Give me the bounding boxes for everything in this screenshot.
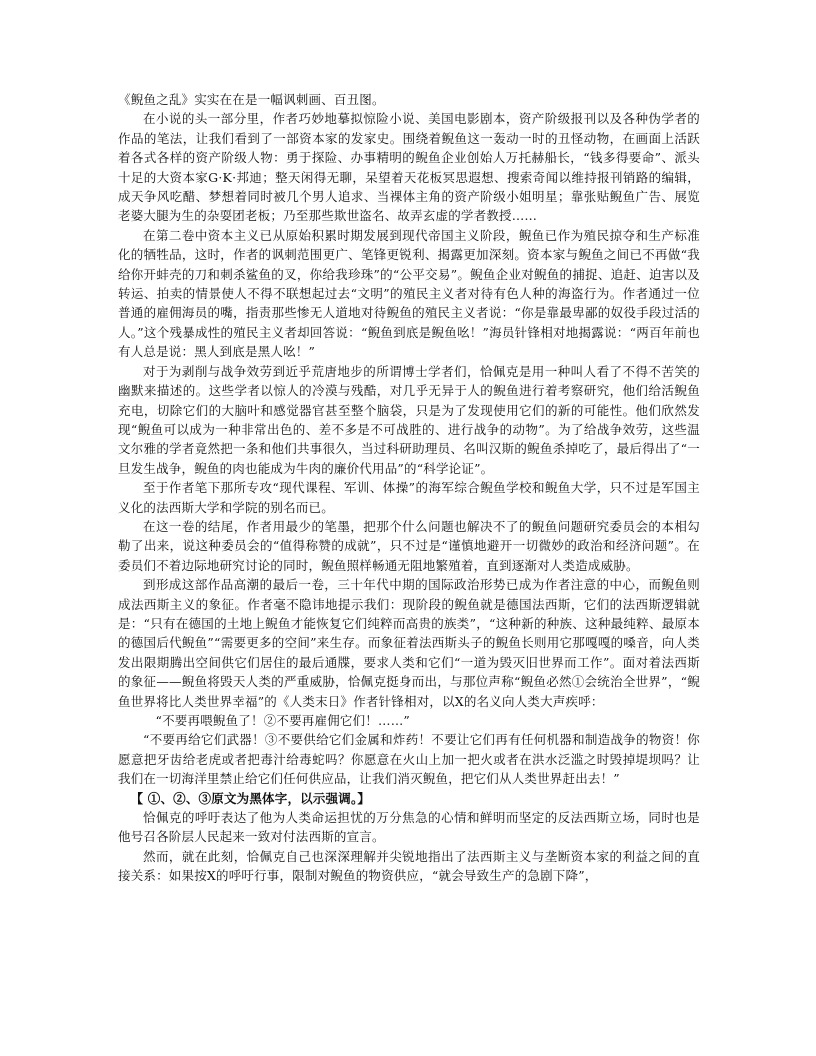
quote-paragraph: “不要再给它们武器！③不要供给它们金属和炸药！不要让它们再有任何机器和制造战争的物资！你愿意把牙齿给老虎或者把毒汁给毒蛇吗？你愿意在火山上加一把火或者在洪水泛滥之时毁掉堤坝吗？让我们在一切海洋里禁止给它们任何供应品，让我们消灭鲵鱼，把它们从人类世界赶出去！” — [118, 732, 700, 787]
paragraph-appeal: 恰佩克的呼吁表达了他为人类命运担忧的万分焦急的心情和鲜明而坚定的反法西斯立场，同时也是他号召各阶层人民起来一致对付法西斯的宣言。 — [118, 810, 700, 845]
paragraph-naval-school: 至于作者笔下那所专攻“现代课程、军训、体操”的海军综合鲵鱼学校和鲵鱼大学，只不过是军国主义化的法西斯大学和学院的别名而已。 — [118, 480, 700, 515]
paragraph-intro: 《鲵鱼之乱》实实在在是一幅讽刺画、百丑图。 — [118, 92, 385, 107]
paragraph-final-volume: 到形成这部作品高潮的最后一卷，三十年代中期的国际政治形势已成为作者注意的中心，而鲵鱼则成法西斯主义的象征。作者毫不隐讳地提示我们：现阶段的鲵鱼就是德国法西斯，它们的法西斯逻辑就是：“只有在德国的土地上鲵鱼才能恢复它们纯粹而高贵的族类”，“这种新的种族、这种最纯粹、最原本的德国后代鲵鱼”“需要更多的空间”来生存。而象征着法西斯头子的鲵鱼长则用它那嘎嘎的嗓音，向人类发出限期腾出空间供它们居住的最后通牒，要求人类和它们“一道为毁灭旧世界而工作”。面对着法西斯的象征——鲵鱼将毁天人类的严重威胁，恰佩克挺身而出，与那位声称“鲵鱼必然①会统治全世界”，“鲵鱼世界将比人类世界幸福”的《人类末日》作者针锋相对，以X的名义向人类大声疾呼： — [118, 577, 700, 709]
paragraph-scholars: 对于为剥削与战争效劳到近乎荒唐地步的所谓博士学者们，恰佩克是用一种叫人看了不得不苦笑的幽默来描述的。这些学者以惊人的冷漠与残酷，对几乎无异于人的鲵鱼进行着考察研究，他们给活鲵鱼充电，切除它们的大脑叶和感觉器官甚至整个脑袋，只是为了发现使用它们的新的可能性。他们欣然发现“鲵鱼可以成为一种非常出色的、差不多是不可战胜的、进行战争的动物”。为了给战争效劳，这些温文尔雅的学者竟然把一条和他们共事很久，当过科研助理员、名叫汉斯的鲵鱼杀掉吃了，最后得出了“一旦发生战争，鲵鱼的肉也能成为牛肉的廉价代用品”的“科学论证”。 — [118, 363, 700, 476]
paragraph-committee: 在这一卷的结尾，作者用最少的笔墨，把那个什么问题也解决不了的鲵鱼问题研究委员会的本相勾勒了出来，说这种委员会的“值得称赞的成就”，只不过是“谨慎地避开一切微妙的政治和经济问题”。在委员们不着边际地研究讨论的同时，鲵鱼照样畅通无阻地繁殖着，直到逐渐对人类造成威胁。 — [118, 518, 700, 573]
paragraph-part-one: 在小说的头一部分里，作者巧妙地摹拟惊险小说、美国电影剧本，资产阶级报刊以及各种伪学者的作品的笔法，让我们看到了一部资本家的发家史。围绕着鲵鱼这一轰动一时的丑怪动物，在画面上活跃着各式各样的资产阶级人物：勇于探险、办事精明的鲵鱼企业创始人万托赫船长，“钱多得要命”、派头十足的大资本家G·K·邦迪；整天闲得无聊，呆望着天花板冥思遐想、搜索奇闻以维持报刊销路的编辑，成天争风吃醋、梦想着同时被几个男人追求、当裸体主角的资产阶级小姐明星；靠张贴鲵鱼广告、展览老婆大腿为生的杂耍团老板；乃至那些欺世盗名、故弄玄虚的学者教授…… — [118, 111, 700, 224]
footnote-note: 【 ①、②、③原文为黑体字，以示强调。】 — [130, 790, 371, 806]
paragraph-conclusion: 然而，就在此刻，恰佩克自己也深深理解并尖锐地指出了法西斯主义与垄断资本家的利益之间的直接关系：如果按X的呼吁行事，限制对鲵鱼的物资供应，“就会导致生产的急剧下降”， — [118, 848, 700, 884]
paragraph-part-two: 在第二卷中资本主义已从原始积累时期发展到现代帝国主义阶段，鲵鱼已作为殖民掠夺和生产标准化的牺牲品，这时，作者的讽刺范围更广、笔锋更锐利、揭露更加深刻。资本家与鲵鱼之间已不再做“我给你开蚌壳的刀和刺杀鲨鱼的叉，你给我珍珠”的“公平交易”。鲵鱼企业对鲵鱼的捕捉、追赶、迫害以及转运、拍卖的情景使人不得不联想起过去“文明”的殖民主义者对待有色人种的海盗行为。作者通过一位普通的雇佣海员的嘴，指责那些惨无人道地对待鲵鱼的殖民主义者说：“你是靠最卑鄙的奴役手段过活的人。”这个残暴成性的殖民主义者却回答说：“鲵鱼到底是鲵鱼吆！”海员针锋相对地揭露说：“两百年前也有人总是说：黑人到底是黑人吆！” — [118, 227, 700, 360]
quote-line-one: “不要再喂鲵鱼了！②不要再雇佣它们！……” — [155, 713, 410, 728]
document-page — [118, 90, 700, 886]
